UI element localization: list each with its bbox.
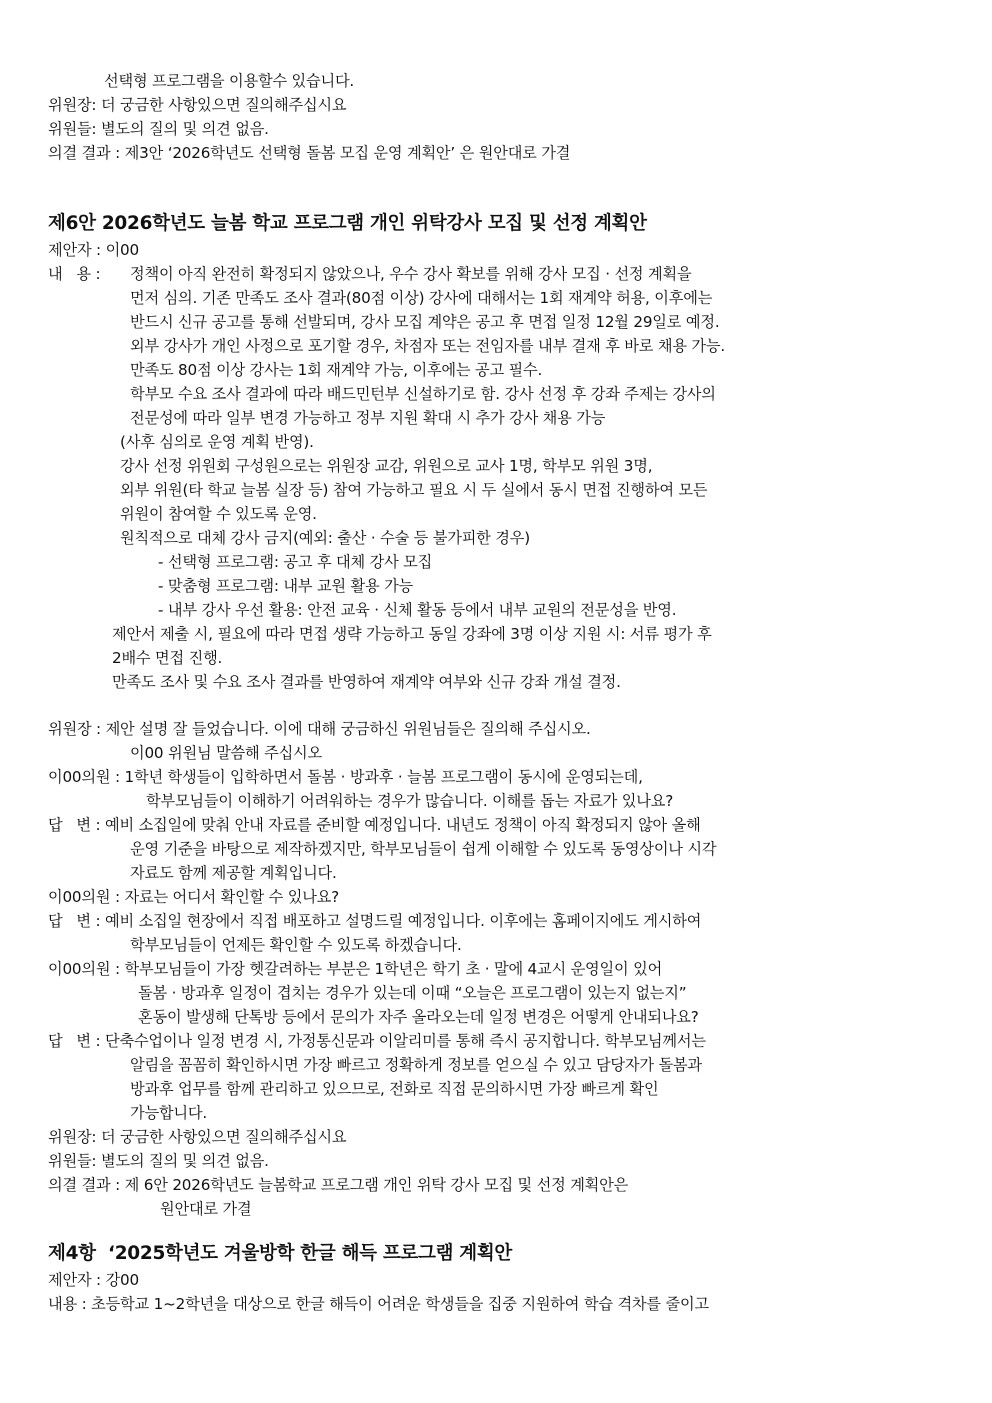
dialogue-line: 혼동이 발생해 단톡방 등에서 문의가 자주 올라오는데 일정 변경은 어떻게 안내되나요?	[138, 1008, 699, 1026]
content-bullet: - 내부 강사 우선 활용: 안전 교육 · 신체 활동 등에서 내부 교원의 전문성을 반영.	[158, 601, 677, 619]
dialogue-line: 위원장: 더 궁금한 사항있으면 질의해주십시요	[48, 1128, 347, 1146]
dialogue-line: 이00 위원님 말씀해 주십시오	[130, 744, 322, 762]
content-line: 외부 강사가 개인 사정으로 포기할 경우, 차점자 또는 전임자를 내부 결재 후 바로 채용 가능.	[130, 337, 726, 355]
dialogue-line: 답 변 : 예비 소집일에 맞춰 안내 자료를 준비할 예정입니다. 내년도 정책이 아직 확정되지 않아 올해	[48, 816, 701, 834]
dialogue-line: 가능합니다.	[130, 1104, 207, 1122]
text-line: 위원들: 별도의 질의 및 의견 없음.	[48, 120, 269, 138]
content-line: 만족도 80점 이상 강사는 1회 재계약 가능, 이후에는 공고 필수.	[130, 361, 543, 379]
dialogue-line: 이00의원 : 자료는 어디서 확인할 수 있나요?	[48, 888, 340, 906]
content-line: (사후 심의로 운영 계획 반영).	[120, 433, 314, 451]
proposer-line: 제안자 : 이00	[48, 241, 139, 259]
dialogue-line: 학부모님들이 이해하기 어려워하는 경우가 많습니다. 이해를 돕는 자료가 있나요?	[146, 792, 674, 810]
content-line: 반드시 신규 공고를 통해 선발되며, 강사 모집 계약은 공고 후 면접 일정 12월 29일로 예정.	[130, 313, 720, 331]
resolution-line: 원안대로 가결	[160, 1200, 252, 1218]
dialogue-line: 운영 기준을 바탕으로 제작하겠지만, 학부모님들이 쉽게 이해할 수 있도록 동영상이나 시각	[130, 840, 717, 858]
content-line: 만족도 조사 및 수요 조사 결과를 반영하여 재계약 여부와 신규 강좌 개설 결정.	[112, 673, 621, 691]
content-line: 전문성에 따라 일부 변경 가능하고 정부 지원 확대 시 추가 강사 채용 가능	[130, 409, 606, 427]
content-label: 내 용 :	[48, 265, 101, 283]
dialogue-line: 학부모님들이 언제든 확인할 수 있도록 하겠습니다.	[130, 936, 462, 954]
proposer-line: 제안자 : 강00	[48, 1271, 139, 1289]
dialogue-line: 돌봄 · 방과후 일정이 겹치는 경우가 있는데 이때 “오늘은 프로그램이 있는지 없는지”	[138, 984, 687, 1002]
content-line: 내용 : 초등학교 1~2학년을 대상으로 한글 해득이 어려운 학생들을 집중 지원하여 학습 격차를 줄이고	[48, 1295, 709, 1313]
content-bullet: - 맞춤형 프로그램: 내부 교원 활용 가능	[158, 577, 414, 595]
content-line: 강사 선정 위원회 구성원으로는 위원장 교감, 위원으로 교사 1명, 학부모 위원 3명,	[120, 457, 653, 475]
dialogue-line: 위원장 : 제안 설명 잘 들었습니다. 이에 대해 궁금하신 위원님들은 질의해 주십시오.	[48, 720, 591, 738]
section-heading: 제4항 ‘2025학년도 겨울방학 한글 해득 프로그램 계획안	[48, 1243, 512, 1264]
section-heading: 제6안 2026학년도 늘봄 학교 프로그램 개인 위탁강사 모집 및 선정 계획안	[48, 213, 647, 234]
text-line: 선택형 프로그램을 이용할수 있습니다.	[104, 72, 355, 90]
content-line: 학부모 수요 조사 결과에 따라 배드민턴부 신설하기로 함. 강사 선정 후 강좌 주제는 강사의	[130, 385, 716, 403]
dialogue-line: 알림을 꼼꼼히 확인하시면 가장 빠르고 정확하게 정보를 얻으실 수 있고 담당자가 돌봄과	[130, 1056, 702, 1074]
dialogue-line: 자료도 함께 제공할 계획입니다.	[130, 864, 337, 882]
dialogue-line: 위원들: 별도의 질의 및 의견 없음.	[48, 1152, 269, 1170]
dialogue-line: 이00의원 : 1학년 학생들이 입학하면서 돌봄 · 방과후 · 늘봄 프로그램이 동시에 운영되는데,	[48, 768, 643, 786]
content-line: 정책이 아직 완전히 확정되지 않았으나, 우수 강사 확보를 위해 강사 모집 · 선정 계획을	[130, 265, 692, 283]
content-line: 제안서 제출 시, 필요에 따라 면접 생략 가능하고 동일 강좌에 3명 이상 지원 시: 서류 평가 후	[112, 625, 712, 643]
content-line: 위원이 참여할 수 있도록 운영.	[120, 505, 317, 523]
content-line: 원칙적으로 대체 강사 금지(예외: 출산 · 수술 등 불가피한 경우)	[120, 529, 530, 547]
resolution-line: 의결 결과 : 제 6안 2026학년도 늘봄학교 프로그램 개인 위탁 강사 모집 및 선정 계획안은	[48, 1176, 629, 1194]
content-line: 외부 위원(타 학교 늘봄 실장 등) 참여 가능하고 필요 시 두 실에서 동시 면접 진행하여 모든	[120, 481, 708, 499]
dialogue-line: 답 변 : 단축수업이나 일정 변경 시, 가정통신문과 이알리미를 통해 즉시 공지합니다. 학부모님께서는	[48, 1032, 706, 1050]
dialogue-line: 답 변 : 예비 소집일 현장에서 직접 배포하고 설명드릴 예정입니다. 이후에는 홈페이지에도 게시하여	[48, 912, 702, 930]
content-line: 2배수 면접 진행.	[112, 649, 223, 667]
content-bullet: - 선택형 프로그램: 공고 후 대체 강사 모집	[158, 553, 433, 571]
resolution-line: 의결 결과 : 제3안 ‘2026학년도 선택형 돌봄 모집 운영 계획안’ 은 원안대로 가결	[48, 144, 571, 162]
content-line: 먼저 심의. 기존 만족도 조사 결과(80점 이상) 강사에 대해서는 1회 재계약 허용, 이후에는	[130, 289, 713, 307]
dialogue-line: 이00의원 : 학부모님들이 가장 헷갈려하는 부분은 1학년은 학기 초 · 말에 4교시 운영일이 있어	[48, 960, 663, 978]
text-line: 위원장: 더 궁금한 사항있으면 질의해주십시요	[48, 96, 347, 114]
dialogue-line: 방과후 업무를 함께 관리하고 있으므로, 전화로 직접 문의하시면 가장 빠르게 확인	[130, 1080, 659, 1098]
